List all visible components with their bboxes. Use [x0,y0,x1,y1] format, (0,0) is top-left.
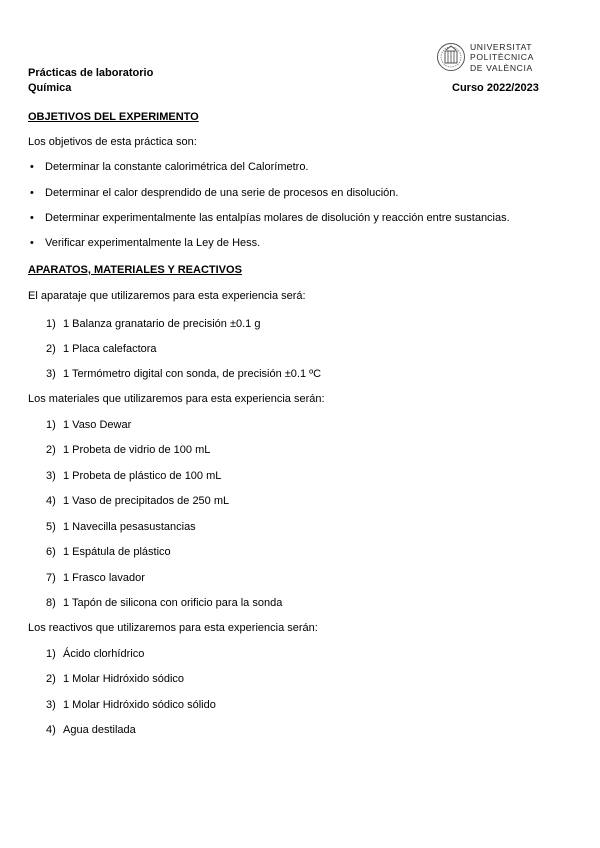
item-text: Agua destilada [63,724,136,736]
item-text: Ácido clorhídrico [63,648,145,660]
upv-seal-icon [436,40,466,74]
item-text: 1 Probeta de vidrio de 100 mL [63,444,211,456]
item-number: 3) [46,699,56,711]
bullet-icon: • [30,161,34,173]
logo-line-1: UNIVERSITAT [470,42,533,52]
item-number: 1) [46,318,56,330]
item-number: 3) [46,470,56,482]
materials-intro: Los materiales que utilizaremos para esta experiencia serán: [28,393,325,405]
objective-text: Determinar el calor desprendido de una serie de procesos en disolución. [45,187,399,199]
item-text: 1 Molar Hidróxido sódico sólido [63,699,216,711]
logo-line-2: POLITÈCNICA [470,52,534,63]
item-number: 1) [46,648,56,660]
apparatus-heading: APARATOS, MATERIALES Y REACTIVOS [28,264,242,276]
reagents-intro: Los reactivos que utilizaremos para esta experiencia serán: [28,622,318,634]
item-number: 1) [46,419,56,431]
item-number: 8) [46,597,56,609]
item-text: 1 Navecilla pesasustancias [63,521,196,533]
course-label: Curso 2022/2023 [452,82,539,94]
item-text: 1 Frasco lavador [63,572,145,584]
item-number: 7) [46,572,56,584]
objective-text: Verificar experimentalmente la Ley de Hess. [45,237,261,249]
logo-text [470,42,534,73]
item-text: 1 Vaso de precipitados de 250 mL [63,495,230,507]
item-number: 6) [46,546,56,558]
item-number: 2) [46,444,56,456]
item-text: 1 Placa calefactora [63,343,157,355]
objective-text: Determinar experimentalmente las entalpías molares de disolución y reacción entre sustancias. [45,212,510,224]
objectives-heading: OBJETIVOS DEL EXPERIMENTO [28,111,199,123]
apparatus-intro: El aparataje que utilizaremos para esta experiencia será: [28,290,306,302]
item-text: 1 Balanza granatario de precisión ±0.1 g [63,318,261,330]
item-number: 4) [46,724,56,736]
item-number: 2) [46,673,56,685]
item-number: 5) [46,521,56,533]
item-number: 2) [46,343,56,355]
bullet-icon: • [30,237,34,249]
item-number: 3) [46,368,56,380]
header-title-line2: Química [28,82,72,94]
item-text: 1 Espátula de plástico [63,546,171,558]
objective-text: Determinar la constante calorimétrica del Calorímetro. [45,161,309,173]
item-text: 1 Probeta de plástico de 100 mL [63,470,222,482]
item-text: 1 Tapón de silicona con orificio para la sonda [63,597,283,609]
header-title-line1: Prácticas de laboratorio [28,67,154,79]
item-text: 1 Molar Hidróxido sódico [63,673,185,685]
objectives-intro: Los objetivos de esta práctica son: [28,136,197,148]
bullet-icon: • [30,212,34,224]
university-logo [436,40,566,76]
bullet-icon: • [30,187,34,199]
item-text: 1 Vaso Dewar [63,419,132,431]
item-number: 4) [46,495,56,507]
item-text: 1 Termómetro digital con sonda, de precisión ±0.1 ºC [63,368,322,380]
logo-line-3: DE VALÈNCIA [470,62,533,73]
